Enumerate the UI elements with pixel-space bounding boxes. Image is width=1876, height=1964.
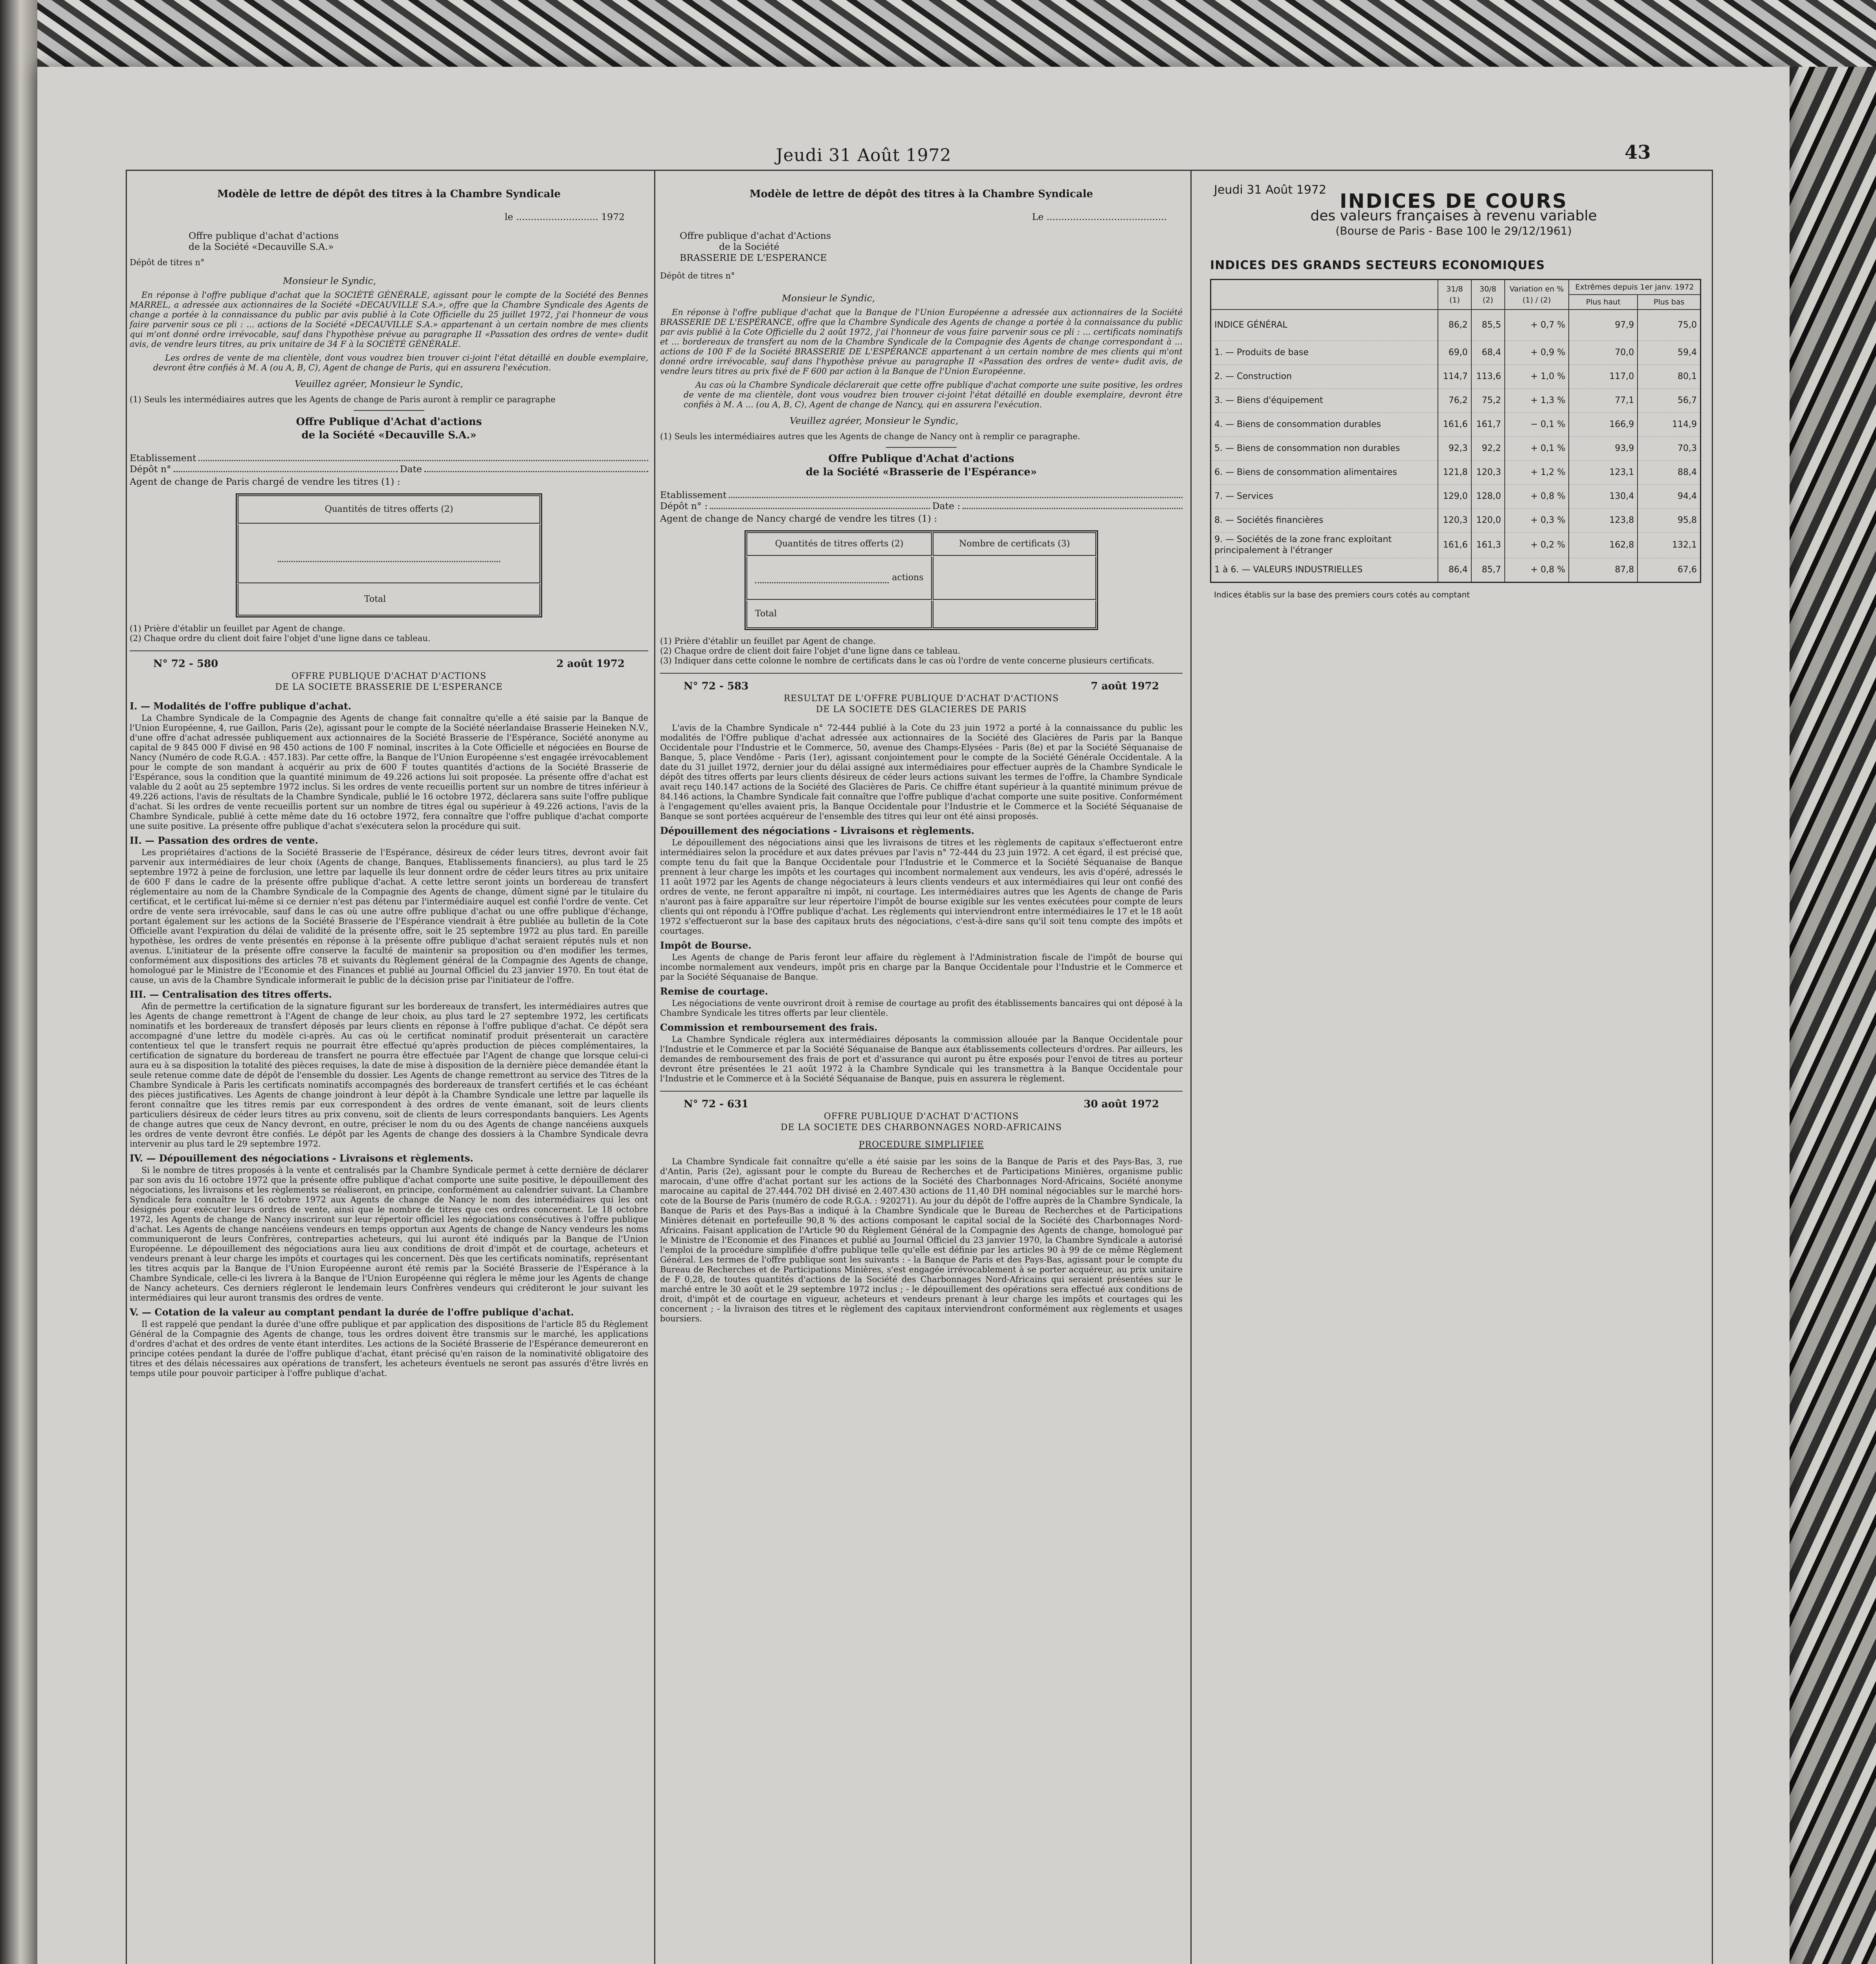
col-extremes: Extrêmes depuis 1er janv. 1972 [1569, 280, 1700, 295]
notice-631-body: La Chambre Syndicale fait connaître qu'elle a été saisie par les soins de la Banque de Paris et des Pays-Bas, 3, rue d'Antin, Paris (2e), agissant pour le compte du Bureau de Recherches et de Participations Minières, organisme public marocain, d'une offre d'achat portant sur les actions de la Société des Charbonnages Nord-Africains, Société anonyme marocaine au capital de 27.444.702 DH divisé en 2.407.430 actions de 11,40 DH nominal négociables sur le marché hors-cote de la Bourse de Paris (numéro de code R.G.A. : 920271). Au jour du dépôt de l'offre auprès de la Chambre Syndicale, la Banque de Paris et des Pays-Bas a indiqué à la Chambre Syndicale que le Bureau de Recherches et de Participations Minières détenait en portefeuille 90,8 % des actions composant le capital social de la Société des Charbonnages Nord-Africains. Faisant application de l'Article 90 du Règlement Général de la Compagnie des Agents de change, homologué par le Ministre de l'Economie et des Finances et publié au Journal Officiel du 23 janvier 1970, la Chambre Syndicale a autorisé l'emploi de la procédure simplifiée d'offre publique telle qu'elle est définie par les articles 90 à 99 de ce même Règlement Général. Les termes de l'offre publique sont les suivants : - la Banque de Paris et des Pays-Bas, agissant pour le compte du Bureau de Recherches et de Participations Minières, s'est engagée irrévocablement à se porter acquéreur, au prix unitaire de F 0,28, de toutes quantités d'actions de la Société des Charbonnages Nord-Africains qui seraient présentées sur le marché entre le 30 août et le 29 septembre 1972 inclus ; - le dépouillement des opérations sera effectué aux conditions de droit, d'impôt et de courtage en vigueur, acheteurs et vendeurs prenant à leur charge les impôts et courtages qui les concernent ; - la livraison des titres et le règlement des capitaux interviendront conformément aux règlements et usages boursiers. [660, 1157, 1183, 1323]
col-plus-haut: Plus haut [1569, 295, 1638, 310]
offer-title-2-2: de la Société «Brasserie de l'Espérance» [805, 466, 1037, 478]
offer-line1: Offre publique d'achat d'actions [189, 230, 339, 241]
table-row [1211, 558, 1701, 583]
column-2 [660, 173, 1183, 1325]
box-note-2-2: (2) Chaque ordre de client doit faire l'objet d'une ligne dans ce tableau. [660, 646, 961, 656]
cell-lo: 132,1 [1638, 533, 1700, 558]
cell-c1: 129,0 [1438, 485, 1471, 509]
field-etablissement-2[interactable]: Etablissement [660, 489, 1183, 500]
cell-label: 5. — Biens de consommation non durables [1211, 437, 1438, 461]
cell-hi: 93,9 [1569, 437, 1638, 461]
binding-top [37, 0, 1876, 67]
offer-line2: de la Société «Decauville S.A.» [189, 241, 334, 252]
column-3 [1198, 173, 1709, 600]
cell-c1: 161,6 [1438, 533, 1471, 558]
col-variation: Variation en % (1) / (2) [1505, 280, 1569, 310]
box-note-1: (1) Prière d'établir un feuillet par Agent de change. [130, 624, 345, 633]
binding-left [0, 0, 37, 1964]
indices-subtitle: des valeurs françaises à revenu variable [1310, 208, 1597, 224]
notice-title-2: DE LA SOCIETE BRASSERIE DE L'ESPERANCE [275, 682, 503, 692]
box-note-2-1: (1) Prière d'établir un feuillet par Agent de change. [660, 636, 876, 646]
table-row [1211, 413, 1701, 437]
deposit-number-2: Dépôt de titres n° [660, 271, 735, 280]
cell-hi: 87,8 [1569, 558, 1638, 583]
cell-hi: 117,0 [1569, 365, 1638, 389]
footnote-1: (1) Seuls les intermédiaires autres que les Agents de change de Paris auront à remplir ce paragraphe [130, 395, 556, 404]
cell-c1: 161,6 [1438, 413, 1471, 437]
cell-hi: 166,9 [1569, 413, 1638, 437]
cell-c1: 114,7 [1438, 365, 1471, 389]
cell-hi: 123,8 [1569, 509, 1638, 533]
col-30-8: 30/8 (2) [1471, 280, 1505, 310]
offer-title-1-2: Offre Publique d'Achat d'actions [828, 453, 1014, 465]
cell-lo: 114,9 [1638, 413, 1700, 437]
cell-label: 8. — Sociétés financières [1211, 509, 1438, 533]
col-31-8: 31/8 (1) [1438, 280, 1471, 310]
date-line: le ............................ 1972 [504, 211, 625, 222]
cell-var: + 1,0 % [1505, 365, 1569, 389]
indices-section-title: INDICES DES GRANDS SECTEURS ECONOMIQUES [1210, 258, 1545, 272]
section-2-title: II. — Passation des ordres de vente. [130, 835, 318, 846]
cell-hi: 130,4 [1569, 485, 1638, 509]
cell-lo: 56,7 [1638, 389, 1700, 413]
notice-583-title-1: RESULTAT DE L'OFFRE PUBLIQUE D'ACHAT D'ACTIONS [783, 694, 1059, 704]
indices-title: INDICES DE COURS [1339, 190, 1568, 213]
letter-body: En réponse à l'offre publique d'achat que la SOCIÉTÉ GÉNÉRALE, agissant pour le compte de la Société des Bennes MARREL, a adressée aux actionnaires de la Société «DECAUVILLE S.A.», offre que la Chambre Syndicale des Agents de change a portée à la connaissance du public par avis publié à la Cote Officielle du 25 juillet 1972, j'ai l'honneur de vous faire parvenir sous ce pli : ... actions de la Société «DECAUVILLE S.A.» appartenant à un certain nombre de mes clients qui m'ont donné ordre irrévocable, sauf dans l'hypothèse prévue au paragraphe II «Passation des ordres de vente» dudit avis, de vendre leurs titres, au prix unitaire de 34 F à la SOCIÉTÉ GÉNÉRALE. [130, 290, 648, 349]
cell-var: + 0,3 % [1505, 509, 1569, 533]
cell-c1: 76,2 [1438, 389, 1471, 413]
cell-var: + 0,7 % [1505, 310, 1569, 341]
table-row [1211, 365, 1701, 389]
section-1-body: La Chambre Syndicale de la Compagnie des Agents de change fait connaître qu'elle a été saisie par la Banque de l'Union Européenne, 4, rue Gaillon, Paris (2e), agissant pour le compte de la Société néerlandaise Brasserie Heineken N.V., d'une offre d'achat adressée publiquement aux actionnaires de la Société Brasserie de l'Espérance, Société anonyme au capital de 9 845 000 F divisé en 98 450 actions de 100 F nominal, inscrites à la Cote Officielle et négociées en Bourse de Nancy (Numéro de code R.G.A. : 457.183). Par cette offre, la Banque de l'Union Européenne s'est engagée irrévocablement pour le compte de son mandant à acquérir au prix de 600 F toutes quantités d'actions de la Société Brasserie de l'Espérance, sous la condition que la quantité minimum de 49.226 actions lui soit proposée. La présente offre d'achat est valable du 2 août au 25 septembre 1972 inclus. Si les ordres de vente recueillis portent sur un nombre de titres inférieur à 49.226 actions, l'avis de résultats de la Chambre Syndicale, publié le 16 octobre 1972, déclarera sans suite l'offre publique d'achat. Si les ordres de vente recueillis portent sur un nombre de titres égal ou supérieur à 49.226 actions, l'avis de la Chambre Syndicale, publié à cette même date du 16 octobre 1972, fera connaître que l'offre publique d'achat comporte une suite positive. La présente offre publique d'achat s'exécutera selon la procédure qui suit. [130, 713, 648, 831]
table-row [1211, 389, 1701, 413]
letter-note-2: Au cas où la Chambre Syndicale déclarerait que cette offre publique d'achat comporte une suite positive, les ordres de vente de ma clientèle, dont vous voudrez bien trouver ci-joint l'état détaillé en double exemplaire, devront être confiés à M. A ... (ou A, B, C), Agent de change de Nancy, qui en assurera l'exécution. [684, 380, 1183, 409]
cell-label: 6. — Biens de consommation alimentaires [1211, 461, 1438, 485]
certificates-header: Nombre de certificats (3) [933, 532, 1096, 556]
closing: Veuillez agréer, Monsieur le Syndic, [295, 378, 464, 389]
offer-title-2: de la Société «Decauville S.A.» [301, 429, 477, 441]
notice-631-title-1: OFFRE PUBLIQUE D'ACHAT D'ACTIONS [823, 1112, 1019, 1121]
indices-footnote: Indices établis sur la base des premiers cours cotés au comptant [1214, 590, 1470, 599]
body-remise: Les négociations de vente ouvriront droit à remise de courtage au profit des établissements bancaires qui ont déposé à la Chambre Syndicale les titres offerts par leur clientèle. [660, 998, 1183, 1018]
cell-var: + 0,9 % [1505, 341, 1569, 365]
cell-c2: 68,4 [1471, 341, 1505, 365]
column-1 [130, 173, 648, 1380]
cell-var: − 0,1 % [1505, 413, 1569, 437]
cell-c1: 69,0 [1438, 341, 1471, 365]
table-row [1211, 437, 1701, 461]
cell-hi: 77,1 [1569, 389, 1638, 413]
cell-lo: 70,3 [1638, 437, 1700, 461]
divider [886, 447, 957, 448]
table-row [1211, 310, 1701, 341]
quantity-header-2: Quantités de titres offerts (2) [746, 532, 932, 556]
table-row [1211, 485, 1701, 509]
salutation-2: Monsieur le Syndic, [782, 293, 875, 304]
box-note-2: (2) Chaque ordre du client doit faire l'objet d'une ligne dans ce tableau. [130, 634, 431, 643]
cell-c2: 113,6 [1471, 365, 1505, 389]
column-divider-1 [654, 171, 655, 1964]
quantity-table-2 [745, 530, 1098, 630]
body-impot: Les Agents de change de Paris feront leur affaire du règlement à l'Administration fiscale de l'impôt de bourse qui incombe normalement aux vendeurs, impôt pris en charge par la Banque Occidentale pour l'Industrie et le Commerce et par la Société Séquanaise de Banque. [660, 953, 1183, 982]
cell-lo: 94,4 [1638, 485, 1700, 509]
quantity-cell-2[interactable]: actions [746, 557, 932, 600]
section-4-body: Si le nombre de titres proposés à la vente et centralisés par la Chambre Syndicale permet à cette dernière de déclarer par son avis du 16 octobre 1972 que la présente offre publique d'achat comporte une suite positive, le dépouillement des négociations, les livraisons et les règlements se réaliseront, en principe, conformément au calendrier suivant. La Chambre Syndicale fera connaître le 16 octobre 1972 aux Agents de change de Nancy le nom des intermédiaires qui les ont désignés pour exécuter leurs ordres de vente, ainsi que le nombre de titres que ces ordres concernent. Le 18 octobre 1972, les Agents de change de Nancy inscriront sur leur répertoir officiel les négociations consécutives à l'offre publique d'achat. Les Agents de change nancéiens vendeurs en temps opportun aux Agents de change de Nancy vendeurs les noms communiqueront de leurs Confrères, contreparties acheteurs, qui lui auront été indiqués par la Banque de l'Union Européenne. Le dépouillement des négociations aura lieu aux conditions de droit d'impôt et de courtage, acheteurs et vendeurs prenant à leur charge les impôts et courtages qui les concernent. Dès que les certificats nominatifs, représentant les titres acquis par la Banque de l'Union Européenne auront été remis par la Société Brasserie de l'Espérance à la Chambre Syndicale, celle-ci les livrera à la Banque de l'Union Européenne qui réglera le même jour les Agents de change de Nancy acheteurs. Ces derniers régleront le lendemain leurs Confrères vendeurs qui créditeront le jour suivant les intermédiaires qui leur auront transmis des ordres de vente. [130, 1165, 648, 1303]
cell-label: 1. — Produits de base [1211, 341, 1438, 365]
cell-c2: 161,3 [1471, 533, 1505, 558]
table-row [1211, 533, 1701, 558]
cell-var: + 0,8 % [1505, 485, 1569, 509]
cell-lo: 59,4 [1638, 341, 1700, 365]
notice-583-body: L'avis de la Chambre Syndicale n° 72-444 publié à la Cote du 23 juin 1972 a porté à la connaissance du public les modalités de l'Offre publique d'achat adressée aux actionnaires de la Société des Glacières de Paris par la Banque Occidentale pour l'Industrie et le Commerce, 50, avenue des Champs-Elysées - Paris (8e) et par la Société Séquanaise de Banque, 5, place Vendôme - Paris (1er), agissant conjointement pour le compte de la Société Générale Occidentale. A la date du 31 juillet 1972, dernier jour du délai assigné aux intermédiaires pour effectuer auprès de la Chambre Syndicale le dépôt des titres offerts par leurs clients désireux de céder leurs actions suivant les termes de l'offre, la Chambre Syndicale avait reçu 140.147 actions de la Société des Glacières de Paris. Ce chiffre étant supérieur à la quantité minimum prévue de 84.146 actions, la Chambre Syndicale fait connaître que l'offre publique d'achat comporte une suite positive. Conformément à l'engagement qu'elles avaient pris, la Banque Occidentale pour l'Industrie et le Commerce et la Société Séquanaise de Banque se sont portées acquéreur de l'ensemble des titres qui leur ont été ainsi proposés. [660, 723, 1183, 821]
field-depot-2[interactable]: Dépôt n° : Date : [660, 500, 1183, 511]
letter-note: Les ordres de vente de ma clientèle, dont vous voudrez bien trouver ci-joint l'état détaillé en double exemplaire, devront être confiés à M. A (ou A, B, C), Agent de change de Paris, qui en assurera l'exécution. [153, 353, 648, 372]
table-row [1211, 461, 1701, 485]
cell-label: 1 à 6. — VALEURS INDUSTRIELLES [1211, 558, 1438, 583]
cell-var: + 1,3 % [1505, 389, 1569, 413]
newspaper-page [37, 67, 1790, 1964]
col-plus-bas: Plus bas [1638, 295, 1700, 310]
notice-header-583: N° 72 - 583 7 août 1972 [684, 680, 1159, 692]
cell-c2: 92,2 [1471, 437, 1505, 461]
cell-var: + 0,1 % [1505, 437, 1569, 461]
indices-base: (Bourse de Paris - Base 100 le 29/12/1961) [1335, 224, 1572, 237]
notice-header-580: N° 72 - 580 2 août 1972 [153, 658, 625, 670]
cell-lo: 95,8 [1638, 509, 1700, 533]
cell-lo: 88,4 [1638, 461, 1700, 485]
section-1-title: I. — Modalités de l'offre publique d'achat. [130, 700, 352, 712]
quantity-total: Total [238, 584, 540, 616]
section-5-body: Il est rappelé que pendant la durée d'une offre publique et par application des dispositions de l'article 85 du Règlement Général de la Compagnie des Agents de change, tous les ordres doivent être transmis sur le marché, les applications d'ordres d'achat et des ordres de vente étant interdites. Les actions de la Société Brasserie de l'Espérance demeureront en principe cotées pendant la durée de l'offre publique d'achat, étant précisé qu'en raison de la nominativité obligatoire des titres et des délais nécessaires aux opérations de transfert, les acheteurs éventuels ne seront pas assurés d'être livrés en temps utile pour pouvoir participer à l'offre publique d'achat. [130, 1319, 648, 1378]
deposit-number: Dépôt de titres n° [130, 258, 205, 267]
cell-c2: 120,0 [1471, 509, 1505, 533]
cell-label: 7. — Services [1211, 485, 1438, 509]
model-letter-title-2: Modèle de lettre de dépôt des titres à la Chambre Syndicale [749, 188, 1093, 200]
cell-label: 4. — Biens de consommation durables [1211, 413, 1438, 437]
section-5-title: V. — Cotation de la valeur au comptant pendant la durée de l'offre publique d'achat. [130, 1306, 574, 1318]
cell-hi: 70,0 [1569, 341, 1638, 365]
cell-lo: 67,6 [1638, 558, 1700, 583]
agent-line-2: Agent de change de Nancy chargé de vendre les titres (1) : [660, 513, 937, 524]
heading-remise: Remise de courtage. [660, 986, 768, 997]
cell-c2: 75,2 [1471, 389, 1505, 413]
quantity-header: Quantités de titres offerts (2) [238, 495, 540, 524]
page-number: 43 [1625, 141, 1651, 163]
cell-label: 3. — Biens d'équipement [1211, 389, 1438, 413]
heading-impot: Impôt de Bourse. [660, 940, 752, 951]
divider [660, 1091, 1183, 1092]
indices-table [1210, 279, 1701, 583]
model-letter-title: Modèle de lettre de dépôt des titres à la Chambre Syndicale [217, 188, 561, 200]
cell-hi: 123,1 [1569, 461, 1638, 485]
cell-lo: 80,1 [1638, 365, 1700, 389]
cell-c1: 121,8 [1438, 461, 1471, 485]
body-commission: La Chambre Syndicale réglera aux intermédiaires déposants la commission allouée par la Banque Occidentale pour l'Industrie et le Commerce et par la Société Séquanaise de Banque aux établissements collecteurs d'ordres. Par ailleurs, les demandes de remboursement des frais de port et d'assurance qui auront pu être exposés pour l'envoi de titres au porteur devront être présentées le 21 août 1972 à la Chambre Syndicale qui les transmettra à la Banque Occidentale pour l'Industrie et le Commerce et à la Société Séquanaise de Banque, puis en assurera le règlement. [660, 1035, 1183, 1083]
cell-var: + 0,8 % [1505, 558, 1569, 583]
salutation: Monsieur le Syndic, [283, 275, 376, 286]
cell-label: INDICE GÉNÉRAL [1211, 310, 1438, 341]
cell-c1: 86,2 [1438, 310, 1471, 341]
notice-title-1: OFFRE PUBLIQUE D'ACHAT D'ACTIONS [291, 671, 487, 681]
indices-date: Jeudi 31 Août 1972 [1214, 183, 1326, 197]
column-divider-2 [1190, 171, 1192, 1964]
cell-c1: 120,3 [1438, 509, 1471, 533]
cell-hi: 97,9 [1569, 310, 1638, 341]
section-4-title: IV. — Dépouillement des négociations - Livraisons et règlements. [130, 1152, 473, 1164]
divider [130, 650, 648, 651]
box-note-2-3: (3) Indiquer dans cette colonne le nombre de certificats dans le cas où l'ordre de vente concerne plusieurs certificats. [660, 656, 1155, 665]
section-2-body: Les propriétaires d'actions de la Société Brasserie de l'Espérance, désireux de céder leurs titres, devront avoir fait parvenir aux intermédiaires de leur choix (Agents de change, Banques, Etablissements financiers), au plus tard le 25 septembre 1972 à peine de forclusion, une lettre par laquelle ils leur donnent ordre de céder leurs titres au prix unitaire de 600 F dans le cadre de la présente offre publique d'achat. A cette lettre seront joints un bordereau de transfert réglementaire au nom de la Chambre Syndicale de la Compagnie des Agents de change, dûment signé par le titulaire du certificat, et le certificat lui-même si ce dernier n'est pas détenu par l'intermédiaire auquel est confié l'ordre de vente. Cet ordre de vente sera irrévocable, sauf dans le cas où une autre offre publique d'achat ou une offre publique d'échange, portant également sur les actions de la Société Brasserie de l'Espérance viendrait à être publiée au bulletin de la Cote Officielle avant l'expiration du délai de validité de la présente offre, soit le 25 septembre 1972 au plus tard. En pareille hypothèse, les ordres de vente présentés en réponse à la présente offre publique d'achat seraient réputés nuls et non avenus. L'initiateur de la présente offre conserve la faculté de maintenir sa proposition ou d'en modifier les termes, conformément aux dispositions des articles 78 et suivants du Règlement général de la Compagnie des Agents de change, homologué par le Ministre de l'Economie et des Finances et publié au Journal Officiel du 23 janvier 1970. En tout état de cause, un avis de la Chambre Syndicale informerait le public de la décision prise par l'initiateur de l'offre. [130, 848, 648, 985]
quantity-cell[interactable] [238, 524, 540, 583]
cell-c2: 161,7 [1471, 413, 1505, 437]
cell-label: 2. — Construction [1211, 365, 1438, 389]
cell-label: 9. — Sociétés de la zone franc exploitant principalement à l'étranger [1211, 533, 1438, 558]
cell-c2: 85,7 [1471, 558, 1505, 583]
letter-body-2: En réponse à l'offre publique d'achat que la Banque de l'Union Européenne a adressée aux actionnaires de la Société BRASSERIE DE L'ESPÉRANCE, offre que la Chambre Syndicale des Agents de change a portée à la connaissance du public par avis publié à la Cote Officielle du 2 août 1972, j'ai l'honneur de vous faire parvenir sous ce pli : ... certificats nominatifs et ... bordereaux de transfert au nom de la Chambre Syndicale de la Compagnie des Agents de change correspondant à ... actions de 100 F de la Société BRASSERIE DE L'ESPÉRANCE appartenant à un certain nombre de mes clients qui m'ont donné ordre irrévocable, sauf dans l'hypothèse prévue au paragraphe II «Passation des ordres de vente» dudit avis, de vendre leurs titres au prix fixé de F 600 par action à la Banque de l'Union Européenne. [660, 308, 1183, 376]
binding-right [1790, 67, 1876, 1964]
offer-line1-2: Offre publique d'achat d'Actions [680, 230, 831, 241]
offer-line2-2: de la Société [719, 241, 779, 252]
divider [660, 673, 1183, 674]
quantity-total-2: Total [746, 601, 932, 628]
field-etablissement[interactable]: Etablissement [130, 453, 648, 464]
divider [354, 410, 424, 411]
cell-c1: 92,3 [1438, 437, 1471, 461]
cell-c2: 128,0 [1471, 485, 1505, 509]
footnote-2: (1) Seuls les intermédiaires autres que les Agents de change de Nancy ont à remplir ce paragraphe. [660, 432, 1080, 441]
agent-line: Agent de change de Paris chargé de vendre les titres (1) : [130, 476, 400, 487]
cell-lo: 75,0 [1638, 310, 1700, 341]
procedure-simplifiee: PROCEDURE SIMPLIFIEE [858, 1140, 984, 1150]
section-3-body: Afin de permettre la certification de la signature figurant sur les bordereaux de transfert, les intermédiaires autres que les Agents de change remettront à l'Agent de change de leur choix, au plus tard le 27 septembre 1972, les certificats nominatifs et les bordereaux de transfert déposés par leurs clients en réponse à l'offre publique d'achat. Ce dépôt sera accompagné d'une lettre du modèle ci-après. Au cas où le certificat nominatif produit présenterait un caractère contentieux tel que le transfert requis ne pourrait être effectué qu'après production de pièces complémentaires, la certification de signature du bordereau de transfert ne pourra être effectuée par l'Agent de change que lorsque celui-ci aura eu à sa disposition la totalité des pièces requises, la date de mise à disposition de la dernière pièce demandée étant la seule retenue comme date de dépôt de l'ensemble du dossier. Les Agents de change remettront au service des Titres de la Chambre Syndicale à Paris les certificats nominatifs accompagnés des bordereaux de transfert certifiés et le cas échéant des pièces justificatives. Les Agents de change joindront à leur dépôt à la Chambre Syndicale une lettre par laquelle ils feront connaître que les titres remis par eux correspondent à des ordres de vente émanant, soit de leurs clients particuliers désireux de céder leurs titres au prix convenu, soit de clients de leurs correspondants banquiers. Les Agents de change autres que ceux de Nancy devront, en outre, préciser le nom du ou des Agents de change nancéiens auxquels les ordres de vente devront être confiés. Le dépôt par les Agents de change des dossiers à la Chambre Syndicale devra intervenir au plus tard le 29 septembre 1972. [130, 1002, 648, 1149]
notice-631-title-2: DE LA SOCIETE DES CHARBONNAGES NORD-AFRICAINS [781, 1123, 1062, 1132]
cell-c2: 120,3 [1471, 461, 1505, 485]
table-row [1211, 509, 1701, 533]
heading-depouillement: Dépouillement des négociations - Livraisons et règlements. [660, 825, 974, 836]
offer-line3-2: BRASSERIE DE L'ESPERANCE [680, 252, 827, 263]
table-row [1211, 341, 1701, 365]
certificates-cell[interactable] [933, 557, 1096, 600]
heading-commission: Commission et remboursement des frais. [660, 1022, 878, 1033]
cell-var: + 1,2 % [1505, 461, 1569, 485]
cell-c1: 86,4 [1438, 558, 1471, 583]
notice-583-title-2: DE LA SOCIETE DES GLACIERES DE PARIS [816, 705, 1027, 715]
date-line-2: Le ......................................... [1032, 211, 1167, 222]
cell-c2: 85,5 [1471, 310, 1505, 341]
notice-header-631: N° 72 - 631 30 août 1972 [684, 1098, 1159, 1110]
body-depouillement: Le dépouillement des négociations ainsi que les livraisons de titres et les règlements de capitaux s'effectueront entre intermédiaires selon la procédure et aux dates prévues par l'avis n° 72-444 du 23 juin 1972. A cet égard, il est précisé que, compte tenu du fait que la Banque Occidentale pour l'Industrie et le Commerce et la Société Séquanaise de Banque prennent à leur charge les impôts et les courtages qui incombent normalement aux vendeurs, les avis d'opéré, adressés le 11 août 1972 par les Agents de change négociateurs à leurs clients vendeurs et aux intermédiaires qui leur ont confié des ordres de vente, ne feront apparaître ni impôt, ni courtage. Les intermédiaires autres que les Agents de change de Paris n'auront pas à faire apparaître sur leur répertoire l'impôt de bourse exigible sur les ventes exécutées pour compte de leurs clients qui ont répondu à l'Offre publique d'achat. Les règlements qui interviendront entre intermédiaires le 17 et le 18 août 1972 s'effectueront sur la base des capitaux bruts des négociations, c'est-à-dire sans qu'il soit tenu compte des impôts et courtages. [660, 838, 1183, 936]
quantity-table [236, 493, 542, 617]
field-depot[interactable]: Dépôt n° Date [130, 464, 648, 475]
offer-title-1: Offre Publique d'Achat d'actions [296, 416, 482, 428]
cell-hi: 162,8 [1569, 533, 1638, 558]
cell-var: + 0,2 % [1505, 533, 1569, 558]
section-3-title: III. — Centralisation des titres offerts. [130, 989, 332, 1000]
header-date: Jeudi 31 Août 1972 [776, 145, 952, 165]
closing-2: Veuillez agréer, Monsieur le Syndic, [790, 415, 959, 426]
